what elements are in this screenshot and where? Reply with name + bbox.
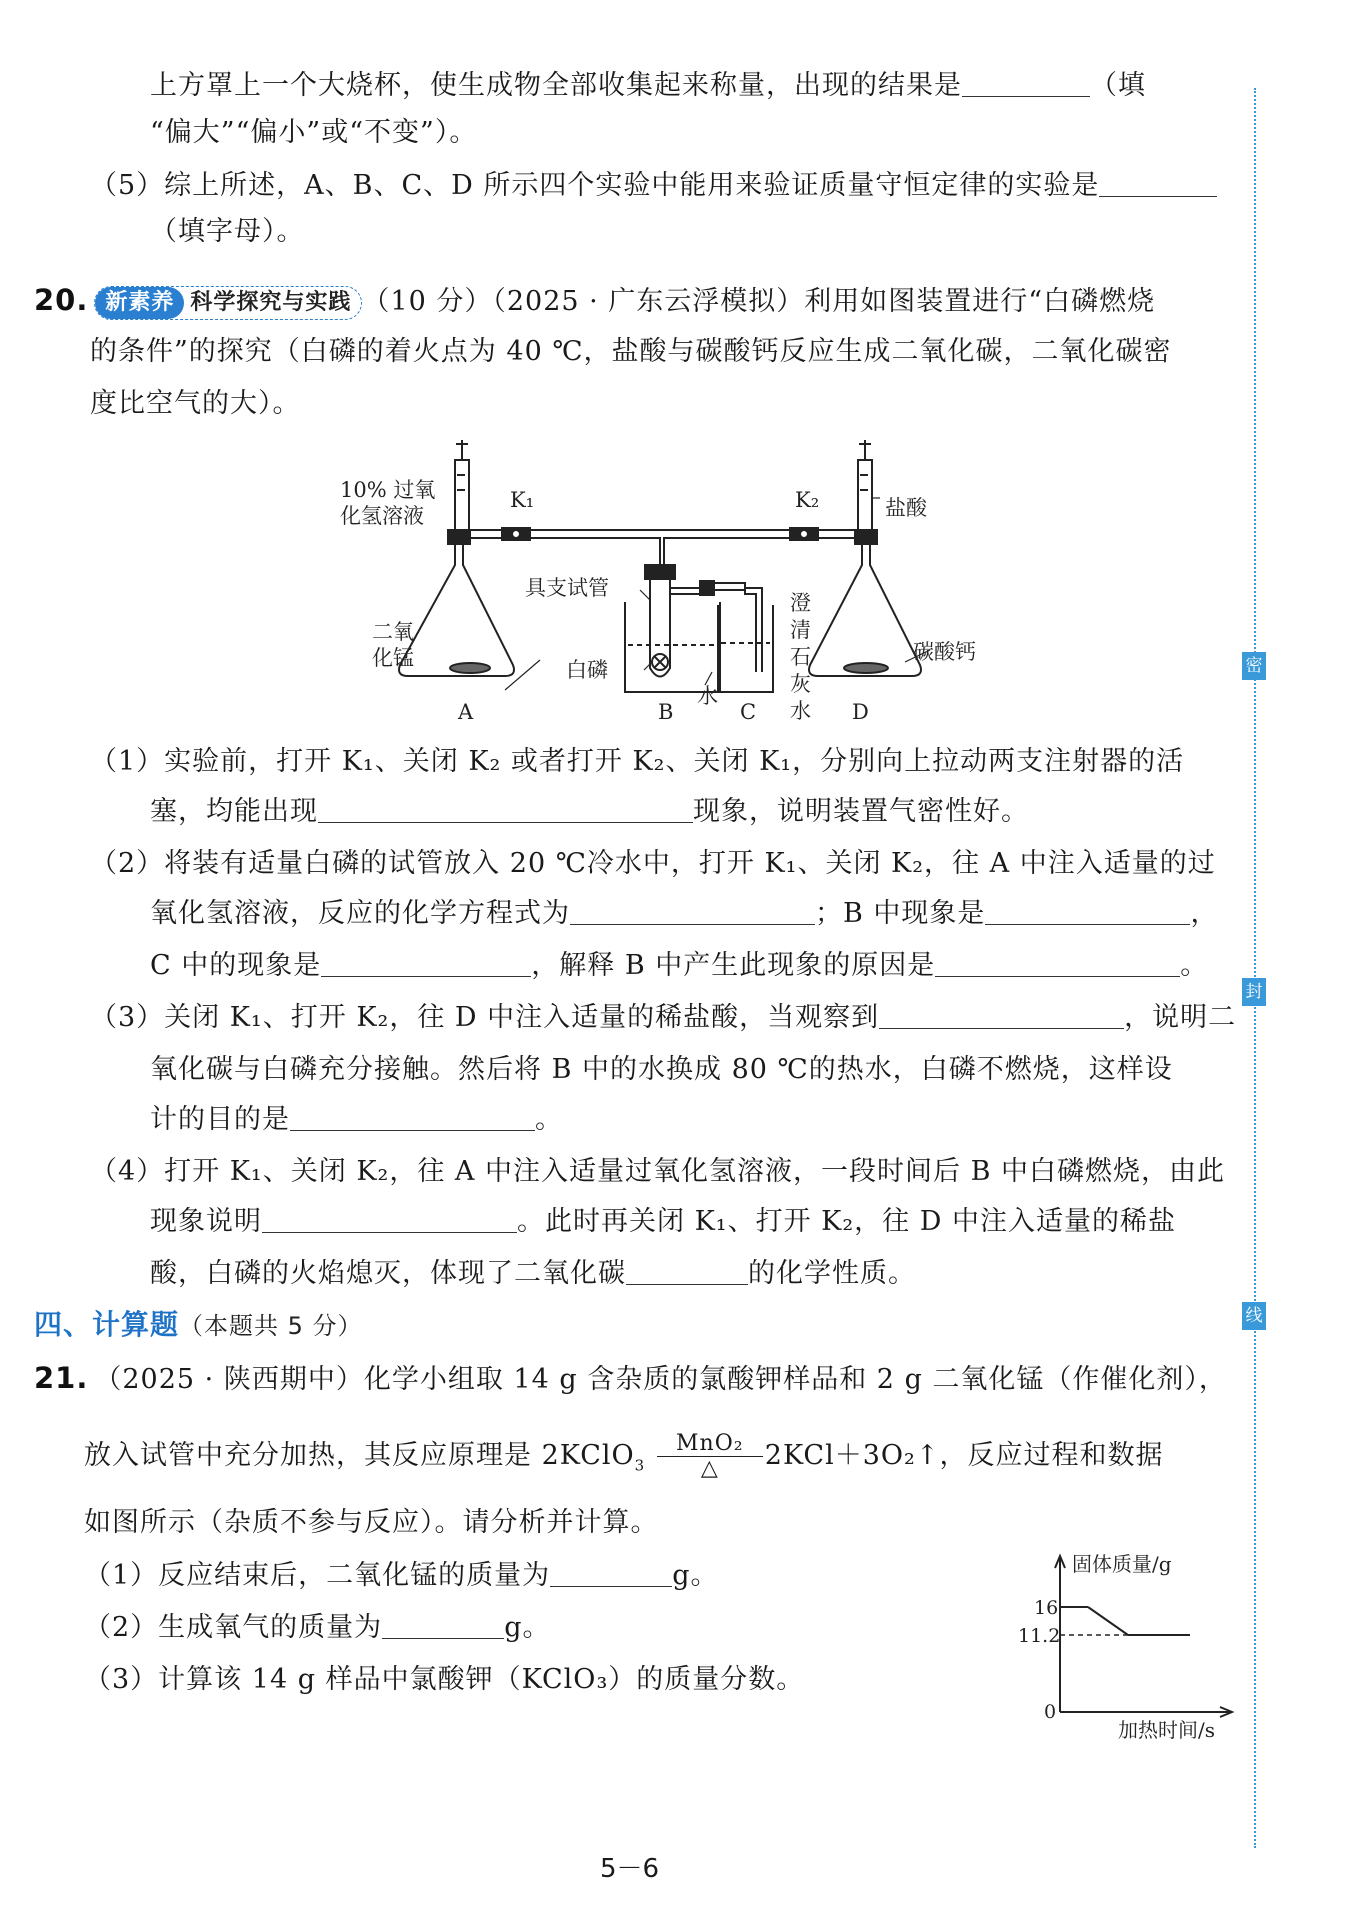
answer-blank[interactable] [1099,174,1217,197]
q19-part5-end: （填字母）。 [150,216,305,247]
label-caco3: 碳酸钙 [913,640,976,664]
y-tick-16: 16 [1034,1597,1059,1619]
label-limewater: 澄 清 石 灰 水 [790,591,811,723]
literacy-tag: 新素养 科学探究与实践 [94,286,362,320]
q20-part3-c: 计的目的是 。 [150,1104,563,1135]
q19-line1: 上方罩上一个大烧杯，使生成物全部收集起来称量，出现的结果是 （填 [150,70,1146,101]
q20-part2-c: C 中的现象是 ，解释 B 中产生此现象的原因是 。 [150,950,1209,981]
label-phosphorus: 白磷 [566,658,608,682]
stopper-b [645,565,675,579]
q20-part4-b: 现象说明 。此时再关闭 K₁、打开 K₂，往 D 中注入适量的稀盐 [150,1206,1176,1237]
side-mark: 线 [1242,1302,1266,1330]
syringe-d [858,460,872,530]
q21-part1: （1）反应结束后，二氧化锰的质量为 g。 [84,1560,719,1591]
page-number: 5－6 [600,1854,660,1884]
q20-part1-b: 塞，均能出现 现象，说明装置气密性好。 [150,796,1029,827]
answer-blank[interactable] [550,1564,672,1587]
label-water: 水 [697,684,718,708]
answer-blank[interactable] [382,1616,504,1639]
q21-intro3: 如图所示（杂质不参与反应）。请分析并计算。 [84,1507,659,1538]
label-d: D [852,700,869,724]
q19-part5: （5）综上所述，A、B、C、D 所示四个实验中能用来验证质量守恒定律的实验是 [90,166,1217,206]
beaker-c [718,605,773,692]
chart-x-label: 加热时间/s [1118,1718,1216,1742]
caco3-solid [844,663,888,673]
answer-blank[interactable] [985,902,1190,925]
stopper-a [448,530,470,544]
q20-intro3: 度比空气的大）。 [90,388,301,419]
label-hcl: 盐酸 [885,496,927,520]
answer-blank[interactable] [879,1006,1124,1029]
apparatus-diagram [0,440,1350,750]
q21-part3: （3）计算该 14 g 样品中氯酸钾（KClO₃）的质量分数。 [84,1664,805,1695]
q21-intro1: 21. （2025 · 陕西期中）化学小组取 14 g 含杂质的氯酸钾样品和 2 g 二氧化锰（作催化剂）， [34,1361,1227,1395]
flask-d [809,540,921,676]
q20-part4-a: （4）打开 K₁、关闭 K₂，往 A 中注入适量过氧化氢溶液，一段时间后 B 中白磷燃烧，由此 [90,1156,1226,1187]
q20-intro1: 20. 新素养 科学探究与实践 （10 分）（2025 · 广东云浮模拟）利用如图装置进行“白磷燃烧 [34,280,1155,322]
answer-blank[interactable] [290,1108,535,1131]
section-title: 四、计算题（本题共 5 分） [34,1308,363,1341]
reaction-condition: $\frac{\text{MnO₂}}{\triangle}$ [657,1432,763,1481]
q20-part2-b: 氧化氢溶液，反应的化学方程式为 ；B 中现象是 ， [150,898,1219,929]
q21-intro2: 放入试管中充分加热，其反应原理是 2KClO$_3$ $\frac{\text{MnO₂}}{\triangle}$ 2KCl＋3O₂↑，反应过程和数据 [84,1431,1164,1481]
question-number: 20. [34,283,89,317]
q20-part1-a: （1）实验前，打开 K₁、关闭 K₂ 或者打开 K₂、关闭 K₁，分别向上拉动两支注射器的活 [90,746,1185,777]
y-tick-11-2: 11.2 [1018,1625,1061,1647]
answer-blank[interactable] [262,1210,517,1233]
label-h2o2-2: 化氢溶液 [340,504,424,528]
flask-a [399,540,514,676]
stopper-d [855,530,877,544]
label-mno2-1: 二氧 [372,620,414,644]
answer-blank[interactable] [318,800,693,823]
q20-part3-b: 氧化碳与白磷充分接触。然后将 B 中的水换成 80 ℃的热水，白磷不燃烧，这样设 [150,1054,1173,1085]
q19-line2: “偏大”“偏小”或“不变”）。 [150,117,478,148]
label-k1: K₁ [510,488,535,512]
q20-intro2: 的条件”的探究（白磷的着火点为 40 ℃，盐酸与碳酸钙反应生成二氧化碳，二氧化碳密 [90,336,1172,367]
answer-blank[interactable] [935,954,1180,977]
answer-blank[interactable] [962,74,1090,97]
label-mno2-2: 化锰 [372,646,414,670]
answer-blank[interactable] [626,1262,748,1285]
syringe-a [455,460,469,530]
label-c: C [740,700,757,724]
q20-part4-c: 酸，白磷的火焰熄灭，体现了二氧化碳 的化学性质。 [150,1258,916,1289]
beaker-b [625,602,720,692]
data-line-decrease [1088,1607,1128,1635]
question-number: 21. [34,1361,89,1395]
label-tube: 具支试管 [525,576,609,600]
q21-part2: （2）生成氧气的质量为 g。 [84,1612,551,1643]
answer-blank[interactable] [321,954,531,977]
answer-blank[interactable] [570,902,815,925]
binding-cut-line [1254,88,1256,1848]
side-mark: 封 [1242,978,1266,1006]
y-tick-0: 0 [1044,1701,1057,1723]
label-a: A [458,700,474,724]
branch-tube [670,583,762,672]
label-b: B [658,700,674,724]
label-k2: K₂ [795,488,820,512]
q20-part3-a: （3）关闭 K₁、打开 K₂，往 D 中注入适量的稀盐酸，当观察到 ，说明二 [90,1002,1237,1033]
side-mark: 密 [1242,652,1266,680]
chart-y-label: 固体质量/g [1072,1552,1172,1576]
label-h2o2-1: 10% 过氧 [340,478,436,502]
mno2-powder [450,663,490,673]
q20-part2-a: （2）将装有适量白磷的试管放入 20 ℃冷水中，打开 K₁、关闭 K₂，往 A 中注入适量的过 [90,848,1216,879]
